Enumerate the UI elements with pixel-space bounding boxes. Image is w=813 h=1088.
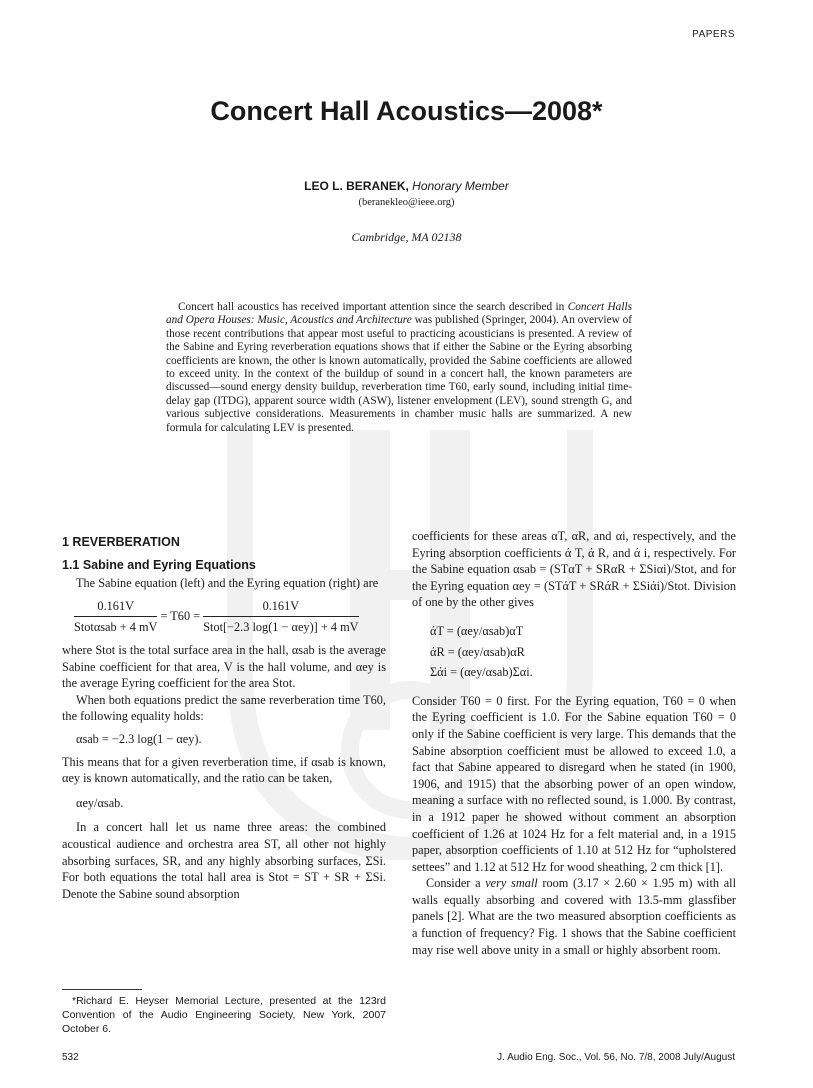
eq-mid: = T60 = <box>160 608 201 623</box>
p3-text-1: Consider a <box>426 876 486 891</box>
author-name: LEO L. BERANEK, <box>304 179 409 193</box>
equation-sabine-eyring <box>74 598 386 636</box>
p3-text-2: room (3.17 × 2.60 × 1.95 m) with all walls equally absorbing and covered with 13.5-mm glassfiber panels [2]. What are the two measured absorption coefficients as a function of frequency? Fig. 1 shows that the Sabine coefficient may rise well above unity in a small or highly absorbent room. <box>412 876 736 957</box>
section-label: PAPERS <box>692 29 735 40</box>
author-email: (beranekleo@ieee.org) <box>358 197 455 208</box>
page-title: Concert Hall Acoustics—2008* <box>210 96 603 126</box>
footnote-text: *Richard E. Heyser Memorial Lecture, presented at the 123rd Convention of the Audio Engineering Society, New York, 2007 October 6. <box>62 995 386 1035</box>
paragraph: When both equations predict the same reverberation time T60, the following equality holds: <box>62 692 386 724</box>
paragraph: Consider T60 = 0 first. For the Eyring equation, T60 = 0 when the Eyring coefficient is 1.0. For the Sabine equation T60 = 0 only if the Sabine coefficient is very large. This demands that the Sabine absorption coefficient must be allowed to exceed 1.0, a fact that Sabine appeared to disregard when he stated (in 1900, 1906, and 1915) that the absorbing power of an open window, meaning a surface with no reflected sound, is 1.000. By contrast, in a 1912 paper he showed without comment an absorption coefficient of 1.26 at 1024 Hz for a felt material and, in a 1915 paper, absorption coefficients of 1.10 at 512 Hz for “upholstered settees” and 1.12 at 512 Hz for wood sheathing, 2 cm thick [1]. <box>412 693 736 874</box>
equation: αsab = −2.3 log(1 − αey). <box>76 731 202 746</box>
equation: αey/αsab. <box>76 795 124 810</box>
eq-den-left: Stotαsab + 4 mV <box>74 620 158 635</box>
section-heading: 1 REVERBERATION <box>62 535 180 549</box>
paragraph: coefficients for these areas αT, αR, and αi, respectively, and the Eyring absorption coefficients ά T, ά R, and ά i, respectively. For the Sabine equation αsab = (STαT + SRαR + ΣSiαi)/Stot, and for the Eyring equation αey = (STάT + SRάR + ΣSiάi)/Stot. Division of one by the other gives <box>412 529 736 610</box>
footnote <box>62 994 386 1036</box>
page-number: 532 <box>62 1052 79 1063</box>
equation: Σάi = (αey/αsab)Σαi. <box>430 665 533 680</box>
abstract <box>166 301 632 435</box>
eq-num-left: 0.161V <box>74 598 157 618</box>
abstract-text-1: Concert hall acoustics has received important attention since the search described in <box>178 301 568 313</box>
journal-citation: J. Audio Eng. Soc., Vol. 56, No. 7/8, 2008 July/August <box>497 1052 735 1063</box>
eq-den-right: Stot[−2.3 log(1 − αey)] + 4 mV <box>203 620 359 635</box>
paragraph: where Stot is the total surface area in the hall, αsab is the average Sabine coefficient for that area, V is the hall volume, and αey is the average Eyring coefficient for the area Stot. <box>62 642 386 691</box>
subsection-heading: 1.1 Sabine and Eyring Equations <box>62 557 256 572</box>
equation: άT = (αey/αsab)αT <box>430 623 524 638</box>
abstract-text-2: was published (Springer, 2004). An overview of those recent contributions that appear most useful to practicing acousticians is presented. A review of the Sabine and Eyring reverberation equations shows that if either the Sabine or the Eyring absorbing coefficients are known, the other is known automatically, provided the Sabine coefficients are allowed to exceed unity. In the context of the buildup of sound in a concert hall, the known parameters are discussed—sound energy density buildup, reverberation time T60, early sound, including initial time-delay gap (ITDG), apparent source width (ASW), listener envelopment (LEV), sound strength G, and various subjective considerations. Measurements in chamber music halls are summarized. A new formula for calculating LEV is presented. <box>166 314 632 434</box>
eq-num-right: 0.161V <box>203 598 358 618</box>
paragraph: The Sabine equation (left) and the Eyring equation (right) are <box>76 576 379 591</box>
paragraph: In a concert hall let us name three areas: the combined acoustical audience and orchestra area ST, all other not highly absorbing surfaces, SR, and any highly absorbing surfaces, ΣSi. For both equations the total hall area is Stot = ST + SR + ΣSi. Denote the Sabine sound absorption <box>62 820 386 901</box>
p3-italic: very small <box>485 876 538 891</box>
equation: άR = (αey/αsab)αR <box>430 644 525 659</box>
author-affiliation: Cambridge, MA 02138 <box>351 230 462 244</box>
paragraph: This means that for a given reverberation time, if αsab is known, αey is known automatically, and the ratio can be taken, <box>62 754 386 786</box>
author-line <box>0 179 813 193</box>
paragraph <box>412 875 736 958</box>
author-membership: Honorary Member <box>412 179 509 193</box>
abstract-book-title: Concert Halls and Opera Houses: Music, Acoustics and Architecture <box>166 301 633 327</box>
footnote-rule <box>62 989 142 990</box>
right-column <box>412 528 736 958</box>
left-column <box>62 534 386 902</box>
